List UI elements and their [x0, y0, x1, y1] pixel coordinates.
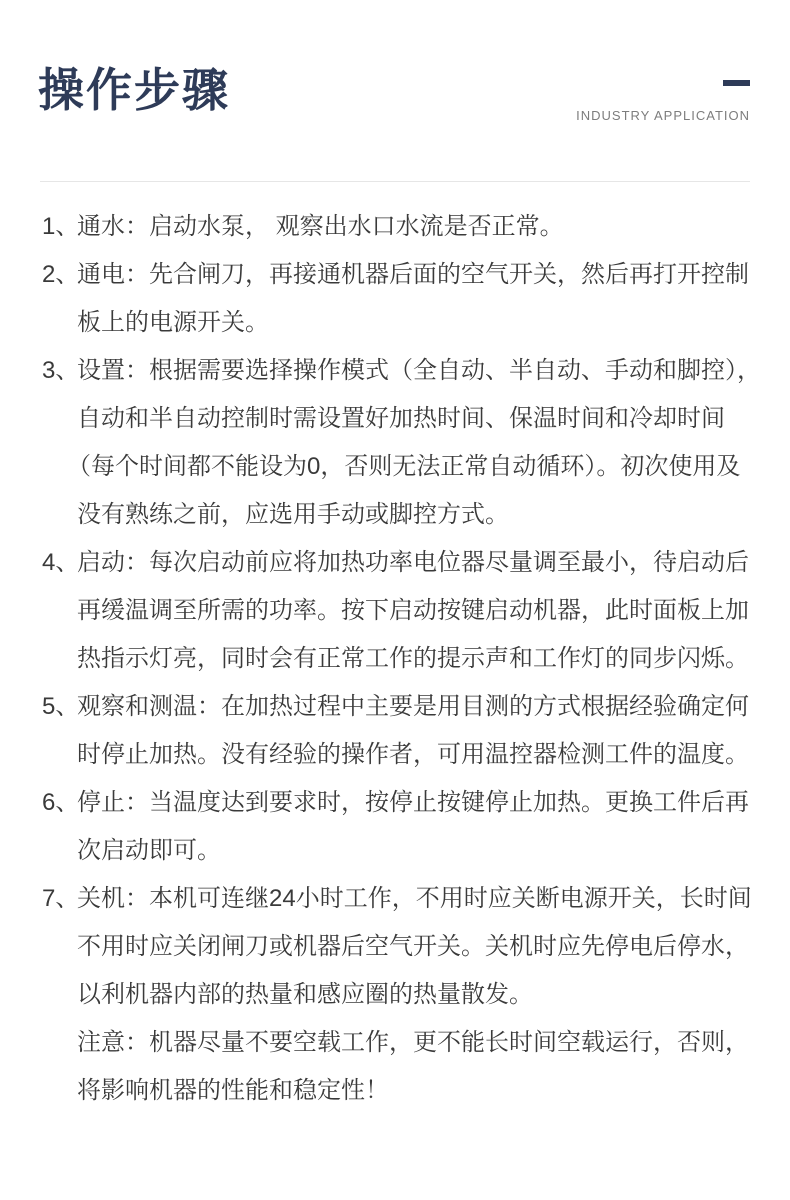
step-item	[42, 875, 752, 1115]
step-body	[77, 683, 752, 779]
step-text-line: 停止：当温度达到要求时，按停止按键停止加热。更换工件后再	[77, 789, 749, 816]
step-text-line: 板上的电源开关。	[77, 309, 269, 336]
step-body	[77, 251, 752, 347]
step-text-line: 通电：先合闸刀，再接通机器后面的空气开关，然后再打开控制	[77, 261, 749, 288]
step-text-line: 注意：机器尽量不要空载工作，更不能长时间空载运行，否则，	[77, 1029, 749, 1056]
step-item	[42, 539, 752, 683]
step-body	[67, 347, 761, 539]
step-text-line: 热指示灯亮，同时会有正常工作的提示声和工作灯的同步闪烁。	[77, 645, 749, 672]
step-text-line: 启动：每次启动前应将加热功率电位器尽量调至最小，待启动后	[77, 549, 749, 576]
step-body	[77, 203, 752, 251]
page-title: 操作步骤	[38, 64, 230, 116]
step-item	[42, 251, 752, 347]
step-body	[77, 779, 752, 875]
step-item	[42, 347, 761, 539]
step-text-line: 通水：启动水泵， 观察出水口水流是否正常。	[77, 213, 564, 240]
step-number: 5、	[42, 693, 80, 720]
step-text-line: 没有熟练之前，应选用手动或脚控方式。	[77, 501, 509, 528]
step-text-line: 自动和半自动控制时需设置好加热时间、保温时间和冷却时间	[77, 405, 725, 432]
step-text-line: 将影响机器的性能和稳定性！	[77, 1077, 389, 1104]
step-number: 4、	[42, 549, 80, 576]
step-number: 3、	[42, 357, 80, 384]
step-text-line: 再缓温调至所需的功率。按下启动按键启动机器，此时面板上加	[77, 597, 749, 624]
step-number: 7、	[42, 885, 80, 912]
step-number: 2、	[42, 261, 80, 288]
step-text-line: 不用时应关闭闸刀或机器后空气开关。关机时应先停电后停水，	[77, 933, 749, 960]
step-number: 1、	[42, 213, 80, 240]
steps-list	[42, 203, 761, 1115]
step-item	[42, 683, 752, 779]
step-text-line: 以利机器内部的热量和感应圈的热量散发。	[77, 981, 533, 1008]
step-text-line: 时停止加热。没有经验的操作者，可用温控器检测工件的温度。	[77, 741, 749, 768]
accent-dash	[723, 80, 750, 86]
step-body	[77, 875, 752, 1115]
step-item	[42, 779, 752, 875]
step-body	[77, 539, 752, 683]
step-number: 6、	[42, 789, 80, 816]
header	[0, 0, 790, 182]
step-text-line: （每个时间都不能设为0，否则无法正常自动循环）。初次使用及	[67, 453, 741, 480]
step-item	[42, 203, 752, 251]
step-text-line: 观察和测温：在加热过程中主要是用目测的方式根据经验确定何	[77, 693, 749, 720]
header-divider	[40, 181, 750, 182]
step-text-line: 设置：根据需要选择操作模式（全自动、半自动、手动和脚控），	[77, 357, 761, 384]
header-subtitle: INDUSTRY APPLICATION	[576, 108, 750, 123]
step-text-line: 次启动即可。	[77, 837, 221, 864]
step-text-line: 关机：本机可连继24小时工作，不用时应关断电源开关，长时间	[77, 885, 752, 912]
